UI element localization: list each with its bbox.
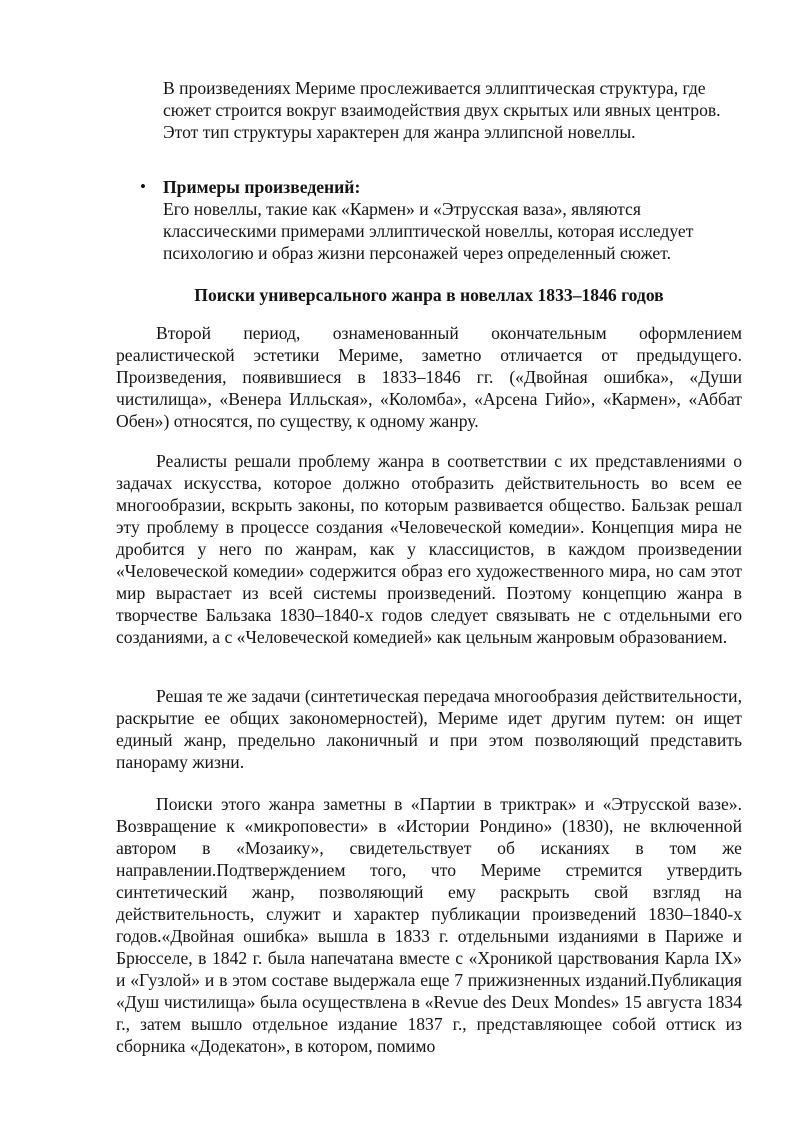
body-paragraph: Поиски этого жанра заметны в «Партии в триктрак» и «Этрусской вазе». Возвращение к «микроповести» в «Истории Рондино» (1830), не включенной автором в «Мозаику», свидетельствует об исканиях в том же направлении.Подтверждением того, что Мериме стремится утвердить синтетический жанр, позволяющий ему раскрыть свой взгляд на действительность, служит и характер публикации произведений 1830–1840-х годов.«Двойная ошибка» вышла в 1833 г. отдельными изданиями в Париже и Брюсселе, в 1842 г. была напечатана вместе с «Хроникой царствования Карла IX» и «Гузлой» и в этом составе выдержала еще 7 прижизненных изданий.Публикация «Душ чистилища» была осуществлена в «Revue des Deux Mondes» 15 августа 1834 г., затем вышло отдельное издание 1837 г., представляющее собой оттиск из сборника «Додекатон», в котором, помимо	[116, 794, 742, 1056]
section-heading: Поиски универсального жанра в новеллах 1833–1846 годов	[194, 285, 664, 305]
body-paragraph: Второй период, ознаменованный окончательным оформлением реалистической эстетики Мериме, заметно отличается от предыдущего. Произведения, появившиеся в 1833–1846 гг. («Двойная ошибка», «Души чистилища», «Венера Илльская», «Коломба», «Арсена Гийо», «Кармен», «Аббат Обен») относятся, по существу, к одному жанру.	[116, 323, 742, 431]
intro-paragraph: В произведениях Мериме прослеживается эллиптическая структура, где сюжет строится вокруг взаимодействия двух скрытых или явных центров. Этот тип структуры характерен для жанра эллипсной новеллы.	[163, 78, 721, 142]
body-paragraph: Решая те же задачи (синтетическая передача многообразия действительности, раскрытие ее общих закономерностей), Мериме идет другим путем: он ищет единый жанр, предельно лаконичный и при этом позволяющий представить панораму жизни.	[116, 686, 742, 772]
body-paragraph: Реалисты решали проблему жанра в соответствии с их представлениями о задачах искусства, которое должно отобразить действительность во всем ее многообразии, вскрыть законы, по которым развивается общество. Бальзак решал эту проблему в процессе создания «Человеческой комедии». Концепция мира не дробится у него по жанрам, как у классицистов, в каждом произведении «Человеческой комедии» содержится образ его художественного мира, но сам этот мир вырастает из всей системы произведений. Поэтому концепцию жанра в творчестве Бальзака 1830–1840-х годов следует связывать не с отдельными его созданиями, а с «Человеческой комедией» как цельным жанровым образованием.	[116, 451, 742, 647]
bullet-title: Примеры произведений:	[163, 177, 361, 197]
bullet-marker: •	[140, 177, 146, 196]
bullet-text: Его новеллы, такие как «Кармен» и «Этрусская ваза», являются классическими примерами эллиптической новеллы, которая исследует психологию и образ жизни персонажей через определенный сюжет.	[163, 199, 694, 263]
bullet-list-item	[140, 176, 733, 264]
